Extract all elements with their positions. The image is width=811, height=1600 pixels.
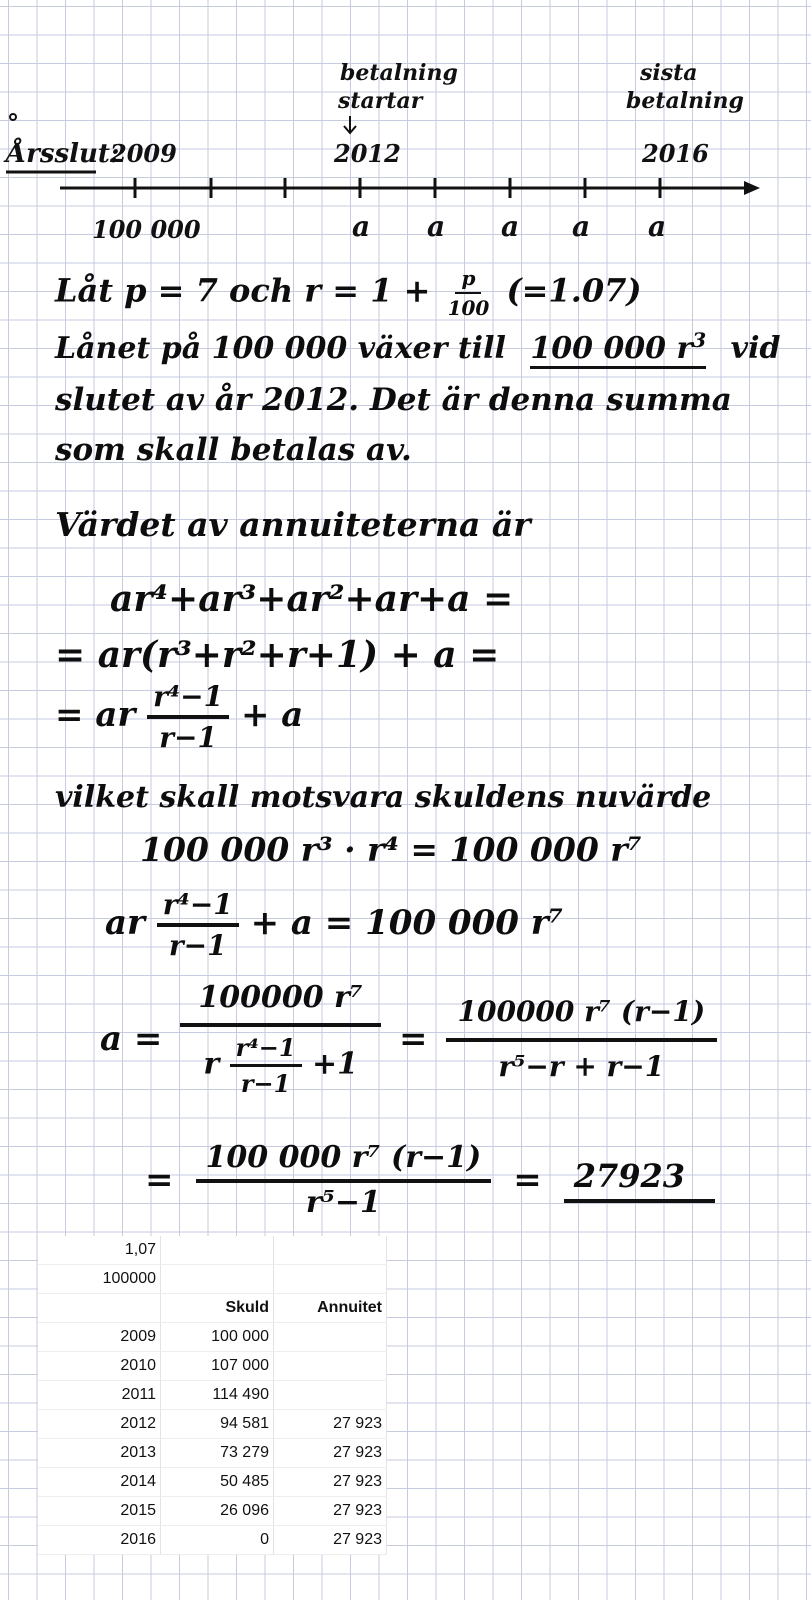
table-cell[interactable]: Skuld xyxy=(161,1294,274,1323)
e6-numerator-2: 100000 r⁷ (r−1) xyxy=(446,995,718,1042)
table-cell[interactable]: 26 096 xyxy=(161,1497,274,1526)
table-row xyxy=(38,1323,387,1352)
table-cell[interactable]: 2012 xyxy=(38,1410,161,1439)
timeline-diagram xyxy=(0,0,811,250)
table-cell[interactable]: 94 581 xyxy=(161,1410,274,1439)
end-of-year-line: slutet av år 2012. Det är denna summa xyxy=(55,382,732,418)
table-cell[interactable]: 2011 xyxy=(38,1381,161,1410)
table-row xyxy=(38,1410,387,1439)
table-cell[interactable] xyxy=(274,1236,387,1265)
equation-present-value: 100 000 r³ · r⁴ = 100 000 r⁷ xyxy=(140,830,643,869)
table-cell[interactable]: 27 923 xyxy=(274,1526,387,1555)
debt-match-line: vilket skall motsvara skuldens nuvärde xyxy=(55,780,712,815)
table-cell[interactable]: 73 279 xyxy=(161,1439,274,1468)
e3-numerator: r⁴−1 xyxy=(147,680,229,719)
start-year: 2009 xyxy=(110,139,177,168)
result-value xyxy=(564,1157,715,1203)
e6-fraction-1 xyxy=(180,980,381,1098)
header-row xyxy=(38,1294,387,1323)
table-cell[interactable]: Annuitet xyxy=(274,1294,387,1323)
let-line-b: (=1.07) xyxy=(506,271,642,310)
table-row xyxy=(38,1381,387,1410)
payment-a-2012: a xyxy=(352,210,371,243)
e6-den1-post: +1 xyxy=(312,1046,359,1082)
annuities-value-line: Värdet av annuiteterna är xyxy=(55,505,531,544)
e6-den1-pre: r xyxy=(203,1046,220,1082)
last-payment-year: 2016 xyxy=(642,139,709,168)
e3-fraction xyxy=(147,680,229,754)
table-row xyxy=(38,1468,387,1497)
payment-start-label-1: betalning xyxy=(340,60,458,86)
e5-pre: ar xyxy=(105,903,145,943)
table-cell[interactable]: 100 000 xyxy=(161,1323,274,1352)
table-cell[interactable] xyxy=(38,1294,161,1323)
e7-equals: = xyxy=(145,1160,174,1200)
equation-sum: ar⁴+ar³+ar²+ar+a = xyxy=(110,578,514,620)
e3-post: + a xyxy=(240,695,304,735)
table-row xyxy=(38,1526,387,1555)
table-row xyxy=(38,1352,387,1381)
e5-fraction xyxy=(157,888,239,962)
equation-factored: = ar(r³+r²+r+1) + a = xyxy=(55,634,500,676)
table-cell[interactable]: 2013 xyxy=(38,1439,161,1468)
e7-denominator: r⁵−1 xyxy=(305,1185,381,1220)
year-end-label: Årsslut: xyxy=(6,139,120,169)
payment-a-2014: a xyxy=(501,210,520,243)
payment-start-year: 2012 xyxy=(334,139,401,168)
e6-denominator-1 xyxy=(197,1027,364,1098)
loan-grows-b: 100 000 r xyxy=(530,331,693,366)
table-cell[interactable] xyxy=(161,1265,274,1294)
e6-equals: = xyxy=(399,1019,428,1059)
e5-post: + a = 100 000 r⁷ xyxy=(250,903,564,943)
table-cell[interactable]: 27 923 xyxy=(274,1497,387,1526)
e3-denominator: r−1 xyxy=(159,721,217,754)
table-cell[interactable]: 114 490 xyxy=(161,1381,274,1410)
table-cell[interactable]: 100000 xyxy=(38,1265,161,1294)
e5-numerator: r⁴−1 xyxy=(157,888,239,927)
last-payment-label-1: sista xyxy=(640,60,698,86)
e7-equals-2: = xyxy=(513,1160,542,1200)
payment-a-2015: a xyxy=(572,210,591,243)
e6-denominator-2: r⁵−r + r−1 xyxy=(498,1050,665,1083)
table-cell[interactable]: 2009 xyxy=(38,1323,161,1352)
amortization-table xyxy=(38,1236,387,1555)
e6-den1-numerator: r⁴−1 xyxy=(230,1033,302,1067)
payment-a-2013: a xyxy=(427,210,446,243)
table-cell[interactable]: 2016 xyxy=(38,1526,161,1555)
table-cell[interactable]: 2015 xyxy=(38,1497,161,1526)
table-cell[interactable]: 50 485 xyxy=(161,1468,274,1497)
table-cell[interactable] xyxy=(161,1236,274,1265)
table-row xyxy=(38,1497,387,1526)
table-cell[interactable] xyxy=(274,1381,387,1410)
to-be-paid-line: som skall betalas av. xyxy=(55,432,412,468)
input-row xyxy=(38,1236,387,1265)
loan-grows-c: vid xyxy=(730,331,781,366)
let-line-a: Låt p = 7 och r = 1 + xyxy=(55,271,431,310)
payment-a-2016: a xyxy=(648,210,667,243)
table-cell[interactable]: 27 923 xyxy=(274,1410,387,1439)
e6-den1-fraction xyxy=(230,1033,302,1098)
e3-pre: = ar xyxy=(55,695,136,735)
principal-label: 100 000 xyxy=(92,215,201,244)
e6-numerator-1: 100000 r⁷ xyxy=(180,980,381,1027)
loan-grows-amount xyxy=(530,328,707,369)
year-end-dot xyxy=(10,114,16,120)
equation-result xyxy=(145,1140,715,1220)
e7-numerator: 100 000 r⁷ (r−1) xyxy=(196,1140,492,1183)
fraction-denominator: 100 xyxy=(447,296,490,320)
equation-set-equal xyxy=(105,888,564,962)
table-row xyxy=(38,1439,387,1468)
let-line xyxy=(55,266,642,320)
timeline-arrowhead xyxy=(744,181,760,195)
loan-grows-a: Lånet på 100 000 växer till xyxy=(55,331,506,366)
loan-grows-line xyxy=(55,328,780,366)
table-cell[interactable]: 1,07 xyxy=(38,1236,161,1265)
table-cell[interactable]: 107 000 xyxy=(161,1352,274,1381)
table-cell[interactable]: 2014 xyxy=(38,1468,161,1497)
last-payment-label-2: betalning xyxy=(626,88,744,114)
table-cell[interactable]: 27 923 xyxy=(274,1439,387,1468)
table-cell[interactable] xyxy=(274,1352,387,1381)
table-cell[interactable]: 27 923 xyxy=(274,1468,387,1497)
e6-fraction-2 xyxy=(446,995,718,1083)
e6-den1-denominator: r−1 xyxy=(240,1069,291,1098)
table-cell[interactable] xyxy=(274,1265,387,1294)
p-over-100-fraction xyxy=(442,266,496,320)
e6-a: a = xyxy=(100,1019,163,1059)
e7-fraction xyxy=(196,1140,492,1220)
table-cell[interactable]: 2010 xyxy=(38,1352,161,1381)
fraction-numerator: p xyxy=(455,266,481,294)
loan-grows-exp: 3 xyxy=(692,328,707,352)
table-cell[interactable] xyxy=(274,1323,387,1352)
equation-solve-a xyxy=(100,980,717,1098)
payment-start-label-2: startar xyxy=(338,88,423,114)
e5-denominator: r−1 xyxy=(168,929,227,962)
equation-geometric xyxy=(55,680,303,754)
result-number: 27923 xyxy=(573,1157,686,1195)
input-row xyxy=(38,1265,387,1294)
table-cell[interactable]: 0 xyxy=(161,1526,274,1555)
